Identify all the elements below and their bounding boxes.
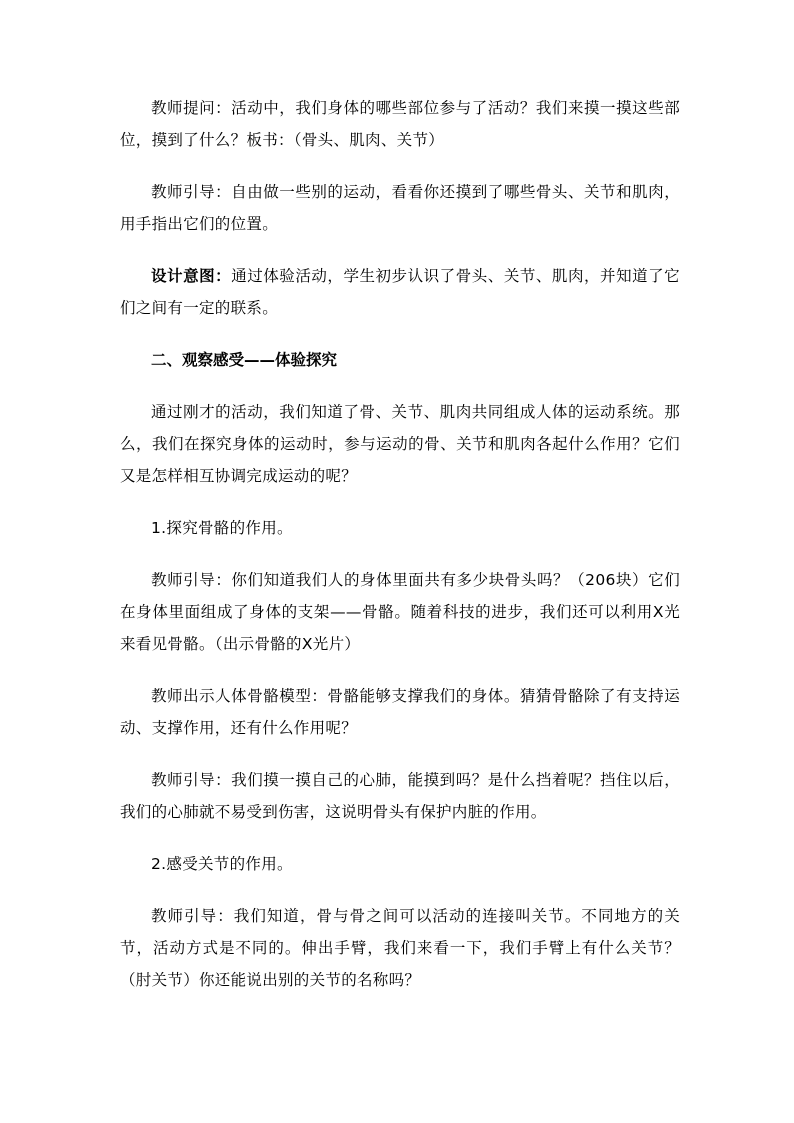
paragraph-teacher-guide-3: 教师引导：我们摸一摸自己的心肺，能摸到吗？是什么挡着呢？挡住以后，我们的心肺就不易受到伤害，这说明骨头有保护内脏的作用。 [120, 771, 680, 821]
design-intent-text: 通过体验活动，学生初步认识了骨头、关节、肌肉，并知道了它们之间有一定的联系。 [120, 267, 680, 317]
subheading-joints: 2.感受关节的作用。 [151, 855, 293, 873]
document-page [120, 92, 680, 1016]
paragraph-intro: 通过刚才的活动，我们知道了骨、关节、肌肉共同组成人体的运动系统。那么，我们在探究身体的运动时，参与运动的骨、关节和肌肉各起什么作用？它们又是怎样相互协调完成运动的呢？ [120, 403, 680, 485]
section-heading: 二、观察感受——体验探究 [151, 351, 338, 369]
design-intent-label: 设计意图： [151, 267, 232, 285]
paragraph-teacher-question: 教师提问：活动中，我们身体的哪些部位参与了活动？我们来摸一摸这些部位，摸到了什么？板书：（骨头、肌肉、关节） [120, 99, 680, 149]
subheading-skeleton: 1.探究骨骼的作用。 [151, 519, 293, 537]
paragraph-skeleton-model: 教师出示人体骨骼模型：骨骼能够支撑我们的身体。猜猜骨骼除了有支持运动、支撑作用，还有什么作用呢？ [120, 687, 680, 737]
paragraph-teacher-guide-2: 教师引导：你们知道我们人的身体里面共有多少块骨头吗？（206块）它们在身体里面组成了身体的支架——骨骼。随着科技的进步，我们还可以利用X光来看见骨骼。（出示骨骼的X光片） [120, 571, 680, 653]
paragraph-design-intent [120, 260, 680, 324]
paragraph-teacher-guide-1: 教师引导：自由做一些别的运动，看看你还摸到了哪些骨头、关节和肌肉，用手指出它们的位置。 [120, 183, 680, 233]
paragraph-teacher-guide-4: 教师引导：我们知道，骨与骨之间可以活动的连接叫关节。不同地方的关节，活动方式是不同的。伸出手臂，我们来看一下，我们手臂上有什么关节？（肘关节）你还能说出别的关节的名称吗？ [120, 907, 680, 989]
